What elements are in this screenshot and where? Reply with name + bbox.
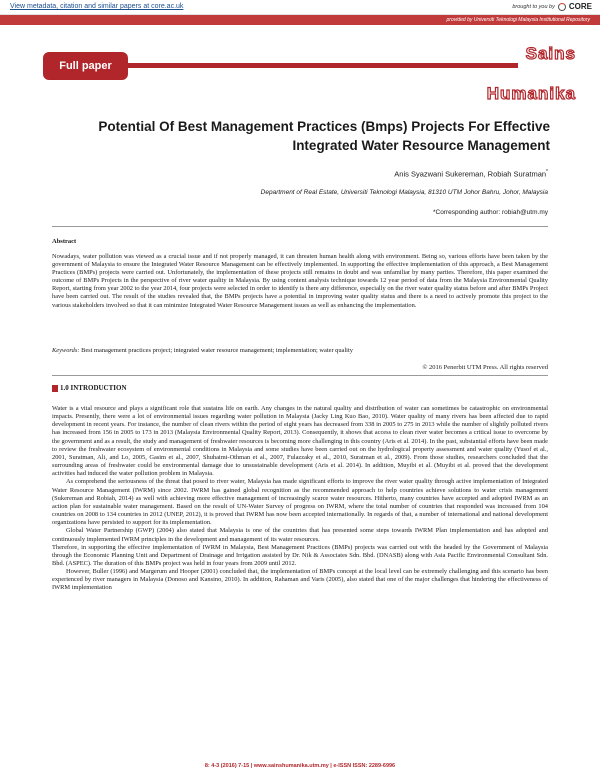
provided-by-bar[interactable] [0,15,600,25]
body-paragraph: As comprehend the seriousness of the threat that posed to river water, Malaysia has made significant efforts to improve the river water quality through active implementation of Integrated Water Resource Management (IWRM) since 2002. IWRM has gained global recognition as the recommended approach to help countries achieve solutions to water crisis management (Sukereman and Robiah, 2014) as well with achieving more effective management of increasingly scarce water resources. Hitherto, many countries have accepted and adopted IWRM as an action plan for sustainable water management. Based on the result of UN-Water Survey of progress on IWRM, where the total number of countries that responded was increased from 104 countries on 2008 to 134 countries in 2012 (UNEP, 2012), it is proved that IWRM has now been accepted internationally. In regards of that, a number of international and national development organizations have persisted to support for its implementation. [52,478,548,527]
body-paragraph: Water is a vital resource and plays a significant role that sustains life on earth. Any changes in the natural quality and distribution of water can sometimes be catastrophic on environmental impacts. Presently, there were a lot of environmental issues regarding water pollution in Malaysia (Jacky Ling Kuo Bao, 2010). Water quality of many rivers has been affected due to rapid development in recent years. For instance, the number of clean rivers within the period of eight years has decreased from 338 in 2005 to 275 in 2013 while the number of slightly polluted rivers has increased from 156 in 2005 to 173 in 2013 (Malaysia Environmental Quality Report, 2013). Consequently, it shows that access to clean river water becomes a critical issue to overcome by the government and as a result, the study and management of freshwater resources is becoming more challenging in this country (Aris et al. 2014). In the past, substantial efforts have been made to review the freshwater ecosystem of environmental conditions in Malaysia and some studies have been carried out on the hydrological property assessment and water quality (Yusof et al., 2001, Suratman, Ali, and Lo, 2005, Gasim et al., 2007, Shuhaimi-Othman et al., 2007, Fulazzaky et al., 2010, Suratman et al., 2009). From those studies, researchers concluded that the surrounding areas of freshwater could be environmental damage due to unsustainable development (Aris et al. 2014). In addition, Muyibi et al. (Muyibi et al. proved that the development activities had induced the water pollution problem in Malaysia. [52,405,548,478]
full-paper-badge: Full paper [43,52,128,80]
masthead-rule [128,63,518,68]
core-logo-icon [558,3,566,11]
section-heading-text: 1.0 INTRODUCTION [60,384,127,392]
corresponding-author: *Corresponding author: robiah@utm.my [433,209,548,216]
journal-name-line1: Sains [525,44,576,63]
abstract-text: Nowadays, water pollution was viewed as a crucial issue and if not properly managed, it can threaten human health along with environment. Being so, various efforts have been taken by the government of Malaysia to ensure the Integrated Water Resource Management can be effectively implemented. In supporting the effective implementation of this approach, a Best Management Practices (BMPs) projects were carried out. Unfortunately, the implementation of these projects still remains in doubt and was unfamiliar by many parties. Therefore, this paper examined the outcome of BMPs Projects in the perspective of river water quality in Malaysia. By using content analysis technique towards 12 year period of data from the Malaysia Environmental Quality Report, starting from year 2002 to the year 2014, four projects were selected in order to identify is there any difference, especially on the river water quality status before and after BMPs Project have been carried out. The result of the studies revealed that, the BMPs projects have a potential in improving water quality status and there is a need to actively promote this project to the various stakeholders involved so that it can minimize Integrated Water Resource Management issues as well as enhancing the implementation. [52,253,548,309]
page-footer: 8: 4-3 (2016) 7-15 | www.sainshumanika.utm.my | e-ISSN ISSN: 2289-6996 [204,763,396,769]
core-metadata-link[interactable]: View metadata, citation and similar papers at core.ac.uk [10,3,184,10]
divider-top [52,226,548,227]
divider-bottom [52,375,548,376]
paper-affiliation: Department of Real Estate, Universiti Teknologi Malaysia, 81310 UTM Johor Bahru, Johor, Malaysia [260,189,548,196]
core-header-bar [0,0,600,15]
paper-title-line2: Integrated Water Resource Management [292,138,550,153]
paper-title [60,117,550,155]
abstract-heading: Abstract [52,238,77,245]
keywords [52,347,548,354]
author-mark: * [546,169,548,175]
author-names: Anis Syazwani Sukereman, Robiah Suratman [394,169,547,179]
journal-name-line2: Humanika [486,84,576,103]
paper-title-line1: Potential Of Best Management Practices (Bmps) Projects For Effective [98,119,550,134]
body-paragraph: Therefore, in supporting the effective implementation of IWRM in Malaysia, Best Management Practices (BMPs) projects was carried out with the headed by the Government of Malaysia through the Economic Planning Unit and Department of Drainage and Irrigation assisted by Dr. Nik & Associates Sdn. Bhd. (DNASB) along with Asia Pacific Environmental Consultant Sdn. Bhd. (ASPEC). The duration of this BMPs project was held in four years from 2009 until 2012. [52,543,548,567]
provided-by-text: provided by Universiti Teknologi Malaysia Institutional Repository [446,17,590,23]
core-logo-text: CORE [568,2,592,11]
core-brought-by: brought to you by [512,3,555,10]
paper-authors [394,169,548,179]
introduction-body [52,405,548,593]
keywords-label: Keywords: [52,347,80,354]
section-heading [52,384,127,392]
body-paragraph: Global Water Partnership (GWP) (2004) also stated that Malaysia is one of the countries that has presented some steps towards IWRM Plan implementation and has adopted and continuously implemented IWRM principles in the development and management of its water resources. [52,527,548,543]
body-paragraph: However, Buller (1996) and Margerum and Hooper (2001) concluded that, the implementation of BMPs concept at the local level can be extremely challenging and this scenario has been experienced by river managers in Malaysia (Donoso and Kansino, 2010). In addition, Rahaman and Varis (2005), also stated that one of the major challenges that hindering the effectiveness of IWRM implementation [52,568,548,592]
core-brand[interactable] [512,2,592,11]
copyright-notice: © 2016 Penerbit UTM Press. All rights reserved [422,364,548,371]
keywords-text: Best management practices project; integrated water resource management; implementation; water quality [79,347,353,354]
section-marker [52,385,58,392]
